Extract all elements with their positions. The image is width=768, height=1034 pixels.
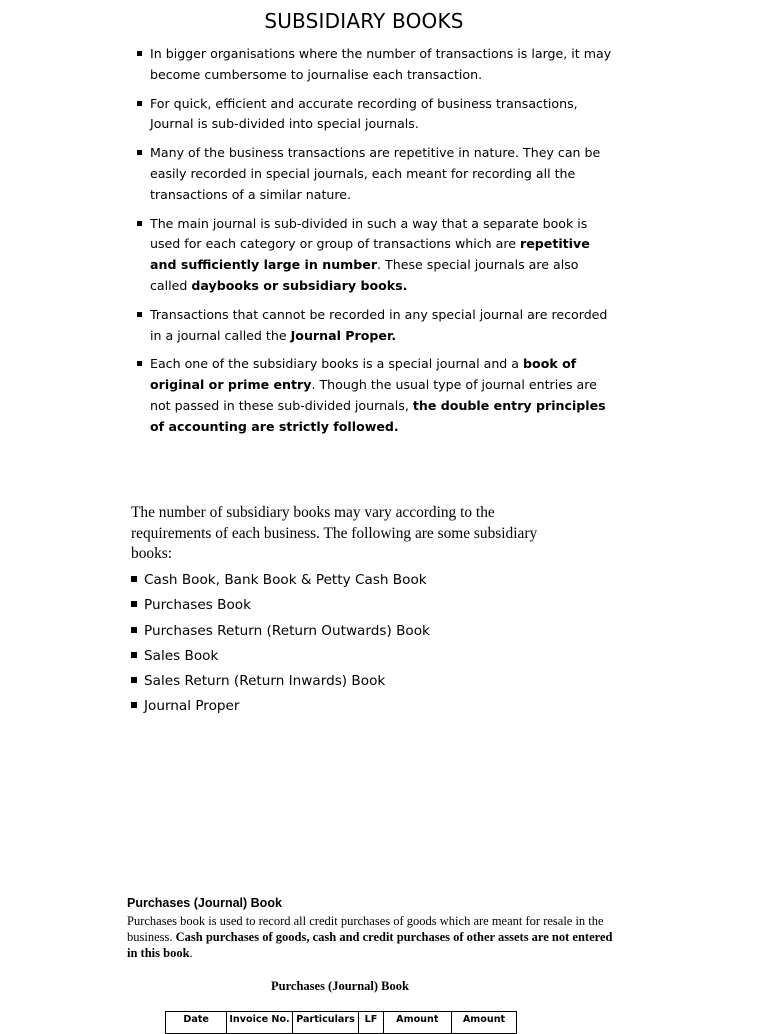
table-caption: Purchases (Journal) Book <box>271 979 409 993</box>
book-list-item: Sales Return (Return Inwards) Book <box>131 669 551 694</box>
bullet-text: . Though the usual type of journal entries are not passed in these sub-divided journals, <box>150 377 597 413</box>
column-header-amount: Amount <box>452 1012 517 1034</box>
column-header-particulars: Particulars <box>292 1012 359 1034</box>
purchases-book-heading: Purchases (Journal) Book <box>127 896 282 910</box>
column-header-invoice-no: Invoice No. <box>227 1012 292 1034</box>
column-header-lf: LF <box>359 1012 383 1034</box>
bullet-item <box>136 44 612 86</box>
bullet-item <box>136 143 612 205</box>
table-header-row <box>166 1012 517 1034</box>
bullet-bold-text: daybooks or subsidiary books <box>191 277 403 293</box>
bullet-text: In bigger organisations where the number of transactions is large, it may become cumbersome to journalise each transaction. <box>150 46 612 82</box>
column-header-date: Date <box>166 1012 227 1034</box>
bullet-item <box>136 354 612 437</box>
subsidiary-books-intro: The number of subsidiary books may vary according to the requirements of each business. The following are some subsidiary books: <box>131 504 538 563</box>
book-list-item: Sales Book <box>131 644 551 669</box>
book-list-item: Journal Proper <box>131 694 551 719</box>
bullet-bold-text: the double entry principles of accounting are strictly followed. <box>150 397 606 434</box>
bullet-text: Each one of the subsidiary books is a special journal and a <box>150 356 524 372</box>
bullet-text: . <box>402 277 408 293</box>
column-header-amount: Amount <box>383 1012 451 1034</box>
bullet-text: Many of the business transactions are repetitive in nature. They can be easily recorded in special journals, each meant for recording all the transactions of a similar nature. <box>150 145 601 202</box>
page-title: SUBSIDIARY BOOKS <box>264 9 464 33</box>
bullet-text: For quick, efficient and accurate recording of business transactions, Journal is sub-divided into special journals. <box>150 95 578 132</box>
bullet-text: Transactions that cannot be recorded in any special journal are recorded in a journal called the <box>150 306 608 343</box>
intro-bullet-list <box>136 44 612 446</box>
description-text: . <box>189 946 193 961</box>
purchases-book-table <box>165 1011 517 1034</box>
bullet-item <box>136 94 612 136</box>
book-list-item: Cash Book, Bank Book & Petty Cash Book <box>131 568 551 593</box>
bullet-bold-text: Journal Proper. <box>290 327 397 343</box>
book-list-item: Purchases Return (Return Outwards) Book <box>131 619 551 644</box>
bullet-text: The main journal is sub-divided in such a way that a separate book is used for each category or group of transactions which are <box>150 215 588 252</box>
book-list-item: Purchases Book <box>131 593 551 618</box>
bullet-item <box>136 214 612 297</box>
bullet-item <box>136 305 612 347</box>
description-bold-text: Cash purchases of goods, cash and credit purchases of other assets are not entered in this book <box>127 930 613 961</box>
bullet-bold-text: repetitive and sufficiently large in number <box>150 236 590 273</box>
subsidiary-books-list <box>131 568 551 720</box>
description-text: Purchases book is used to record all credit purchases of goods which are meant for resale in the business. <box>127 914 604 945</box>
bullet-bold-text: book of original or prime entry <box>150 356 577 393</box>
bullet-text: . These special journals are also called <box>150 257 579 293</box>
purchases-book-description <box>127 913 622 962</box>
